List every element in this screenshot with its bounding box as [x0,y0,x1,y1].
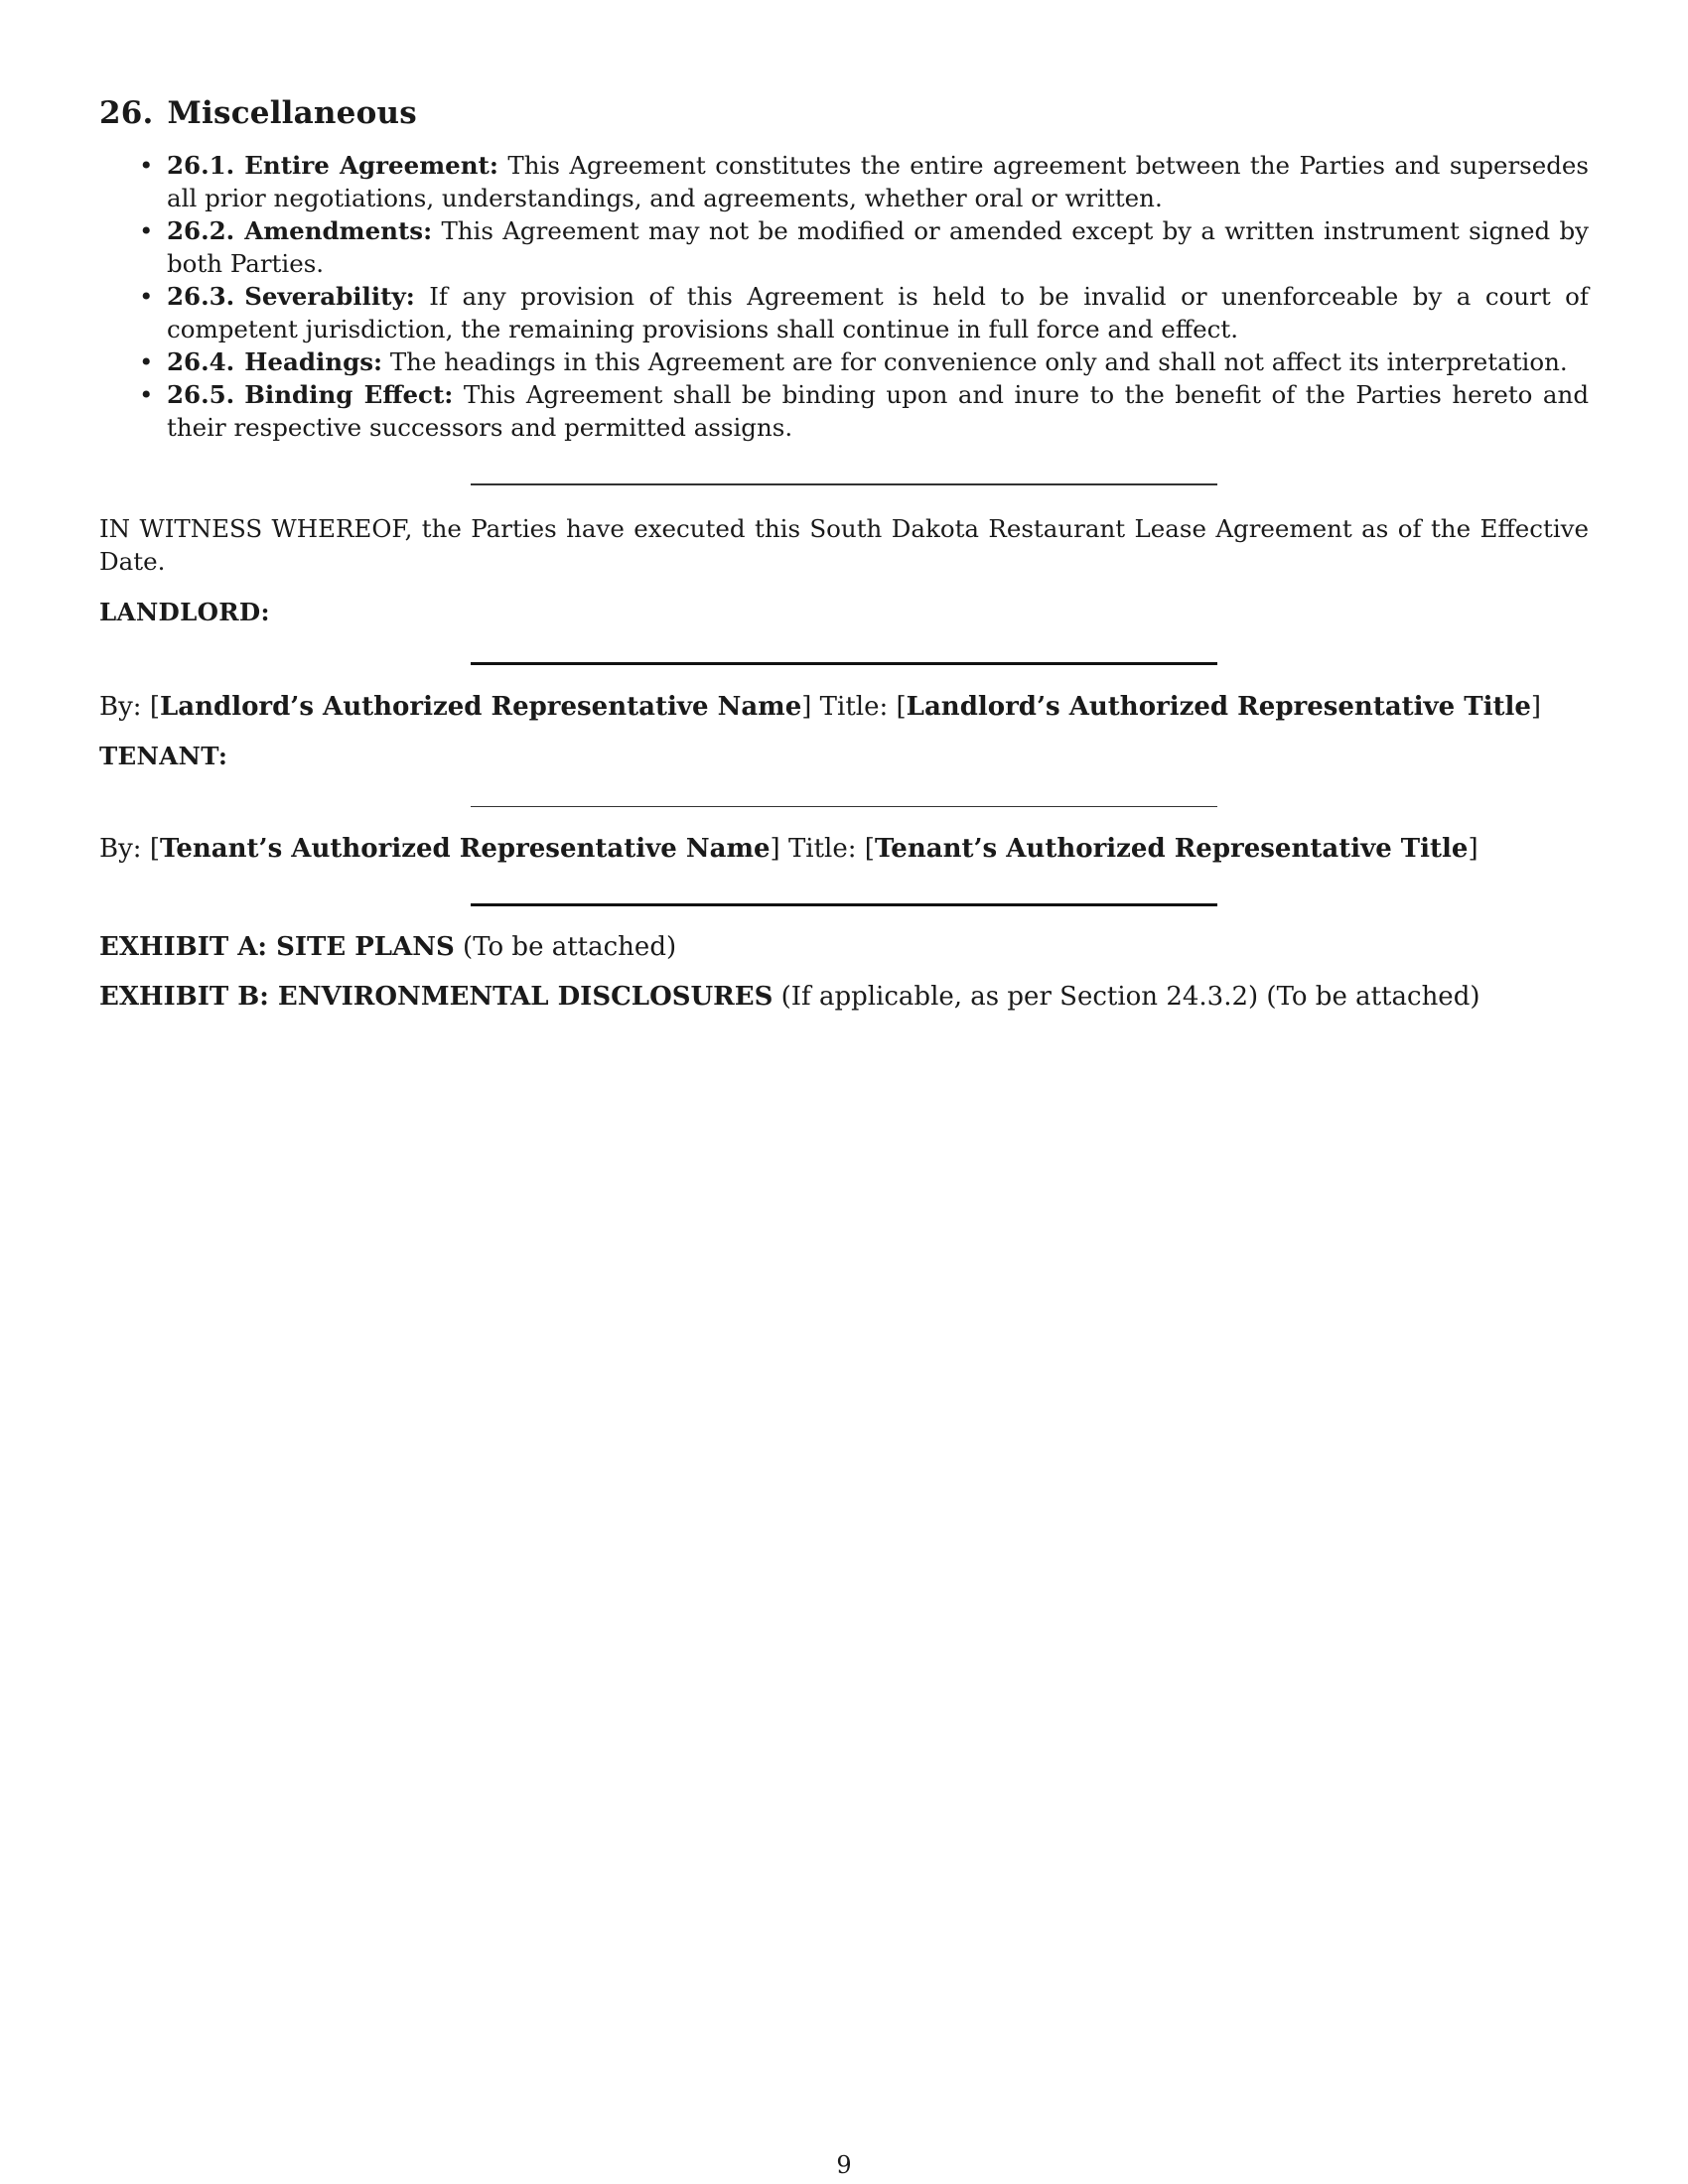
landlord-signature-block: By: [Landlord’s Authorized Representative Name] Title: [Landlord’s Authorized Representative Title] [99,691,1542,722]
landlord-name-placeholder: Landlord’s Authorized Representative Name [159,691,802,722]
tenant-title-placeholder: Tenant’s Authorized Representative Title [874,834,1469,864]
clause-number: 26.4. [167,347,235,376]
clause-number: 26.5. [167,380,235,409]
exhibit-b-note: (If applicable, as per Section 24.3.2) (To be attached) [780,982,1480,1012]
exhibit-a [99,932,1589,962]
section-title: Miscellaneous [167,95,417,131]
clause-text: If any provision of this Agreement is held to be invalid or unenforceable by a court of competent jurisdiction, the remaining provisions shall continue in full force and effect. [167,282,1589,343]
list-item [139,280,1589,345]
clause-text: This Agreement constitutes the entire agreement between the Parties and supersedes all prior negotiations, understandings, and agreements, whether oral or written. [167,151,1589,212]
clause-title: Severability: [244,282,415,311]
tenant-signature-block: By: [Tenant’s Authorized Representative Name] Title: [Tenant’s Authorized Representative Title] [99,834,1478,864]
section-divider [471,483,1217,485]
clause-text: This Agreement shall be binding upon and inure to the benefit of the Parties hereto and their respective successors and permitted assigns. [167,380,1590,442]
tenant-label: TENANT: [99,741,228,770]
by-label: By: [99,691,142,722]
by-label: By: [99,834,142,864]
bullet: • [139,216,154,245]
clause-number: 26.2. [167,216,235,245]
clause-title: Binding Effect: [244,380,454,409]
landlord-label: LANDLORD: [99,597,270,626]
clause-text: The headings in this Agreement are for convenience only and shall not affect its interpretation. [389,347,1568,376]
clause-number: 26.1. [167,151,235,180]
section-number: 26. [99,95,154,131]
landlord-signature-line [471,662,1217,665]
bullet: • [139,282,154,311]
exhibit-a-title: EXHIBIT A: SITE PLANS [99,932,455,962]
clause-list [99,149,1589,444]
title-label: Title: [819,691,889,722]
clause-text: This Agreement may not be modified or amended except by a written instrument signed by both Parties. [167,216,1589,278]
section-heading [99,95,1589,131]
title-label: Title: [787,834,857,864]
exhibit-divider [471,903,1217,906]
clause-number: 26.3. [167,282,235,311]
page-number: 9 [836,2151,852,2179]
document-page [99,95,1589,1012]
landlord-title-placeholder: Landlord’s Authorized Representative Title [906,691,1531,722]
list-item [139,345,1589,378]
witness-statement: IN WITNESS WHEREOF, the Parties have executed this South Dakota Restaurant Lease Agreement as of the Effective Date. [99,513,1589,576]
exhibit-b [99,982,1589,1012]
bullet: • [139,380,154,409]
clause-title: Amendments: [244,216,433,245]
bullet: • [139,347,154,376]
clause-title: Entire Agreement: [244,151,498,180]
exhibit-a-note: (To be attached) [463,932,677,962]
bullet: • [139,151,154,180]
clause-title: Headings: [244,347,383,376]
tenant-name-placeholder: Tenant’s Authorized Representative Name [159,834,771,864]
list-item [139,378,1590,444]
tenant-signature-line [471,806,1217,808]
list-item [139,214,1589,280]
exhibit-b-title: EXHIBIT B: ENVIRONMENTAL DISCLOSURES [99,982,774,1012]
list-item [139,149,1589,214]
